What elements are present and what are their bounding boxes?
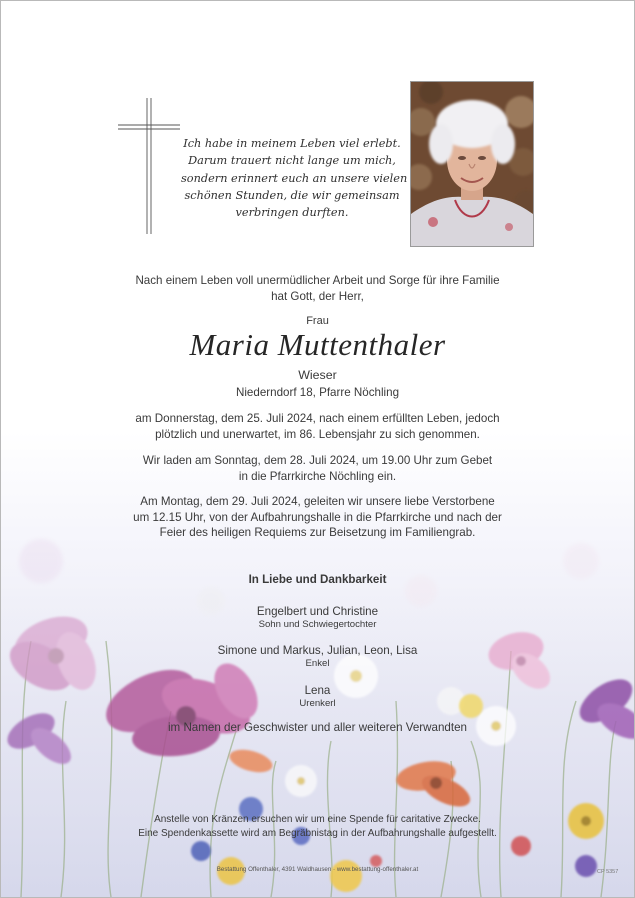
funeral-line: um 12.15 Uhr, von der Aufbahrungshalle in die Pfarrkirche und nach der: [133, 510, 502, 524]
maiden-name: Wieser: [298, 368, 337, 382]
death-notice-line: am Donnerstag, dem 25. Juli 2024, nach einem erfüllten Leben, jedoch: [135, 412, 500, 425]
prayer-line: Wir laden am Sonntag, dem 28. Juli 2024, um 19.00 Uhr zum Gebet: [142, 454, 493, 467]
memorial-quote: [181, 135, 408, 221]
mourner-names: Simone und Markus, Julian, Leon, Lisa: [217, 644, 418, 657]
donation-line: Eine Spendenkassette wird am Begräbnistag in der Aufbahrungshalle aufgestellt.: [138, 827, 497, 839]
document-code: CP 5357: [597, 869, 619, 875]
death-notice: [1, 411, 634, 442]
mourners-heading: In Liebe und Dankbarkeit: [248, 573, 387, 586]
donation-note: [1, 813, 634, 840]
prayer-line: in die Pfarrkirche Nöchling ein.: [238, 469, 397, 483]
prayer-invitation: [1, 453, 634, 484]
quote-line: schönen Stunden, die wir gemeinsam: [184, 188, 400, 202]
quote-line: sondern erinnert euch an unsere vielen: [181, 171, 408, 185]
mourner-names: Engelbert und Christine: [256, 605, 379, 618]
death-notice-line: plötzlich und unerwartet, im 86. Lebensjahr zu sich genommen.: [155, 427, 480, 441]
funeral-details: [1, 494, 634, 541]
quote-line: verbringen durften.: [235, 206, 349, 220]
funeral-line: Feier des heiligen Requiems zur Beisetzung im Familiengrab.: [159, 526, 476, 540]
deceased-name: Maria Muttenthaler: [189, 327, 446, 362]
mourner-names: Lena: [304, 684, 331, 697]
mourners-closing: im Namen der Geschwister und aller weiteren Verwandten: [167, 721, 467, 734]
mourner-relation: Enkel: [305, 658, 330, 669]
intro-text: [1, 273, 634, 304]
cross-icon: [118, 98, 180, 234]
intro-line: Nach einem Leben voll unermüdlicher Arbeit und Sorge für ihre Familie: [135, 274, 500, 287]
intro-line: hat Gott, der Herr,: [271, 289, 364, 303]
mourner-relation: Sohn und Schwiegertochter: [258, 619, 377, 630]
quote-line: Ich habe in meinem Leben viel erlebt.: [183, 137, 401, 150]
donation-line: Anstelle von Kränzen ersuchen wir um eine Spende für caritative Zwecke.: [154, 814, 481, 825]
portrait-photo: [410, 81, 534, 247]
name-prefix: Frau: [306, 315, 329, 327]
address: Niederndorf 18, Pfarre Nöchling: [235, 386, 400, 399]
mourner-relation: Urenkerl: [299, 698, 336, 709]
obituary-content: [1, 1, 634, 897]
funeral-line: Am Montag, dem 29. Juli 2024, geleiten wir unsere liebe Verstorbene: [140, 495, 495, 508]
quote-line: Darum trauert nicht lange um mich,: [188, 154, 396, 168]
funeral-home-imprint: Bestattung Offenthaler, 4391 Waldhausen · www.bestattung-offenthaler.at: [216, 866, 419, 873]
